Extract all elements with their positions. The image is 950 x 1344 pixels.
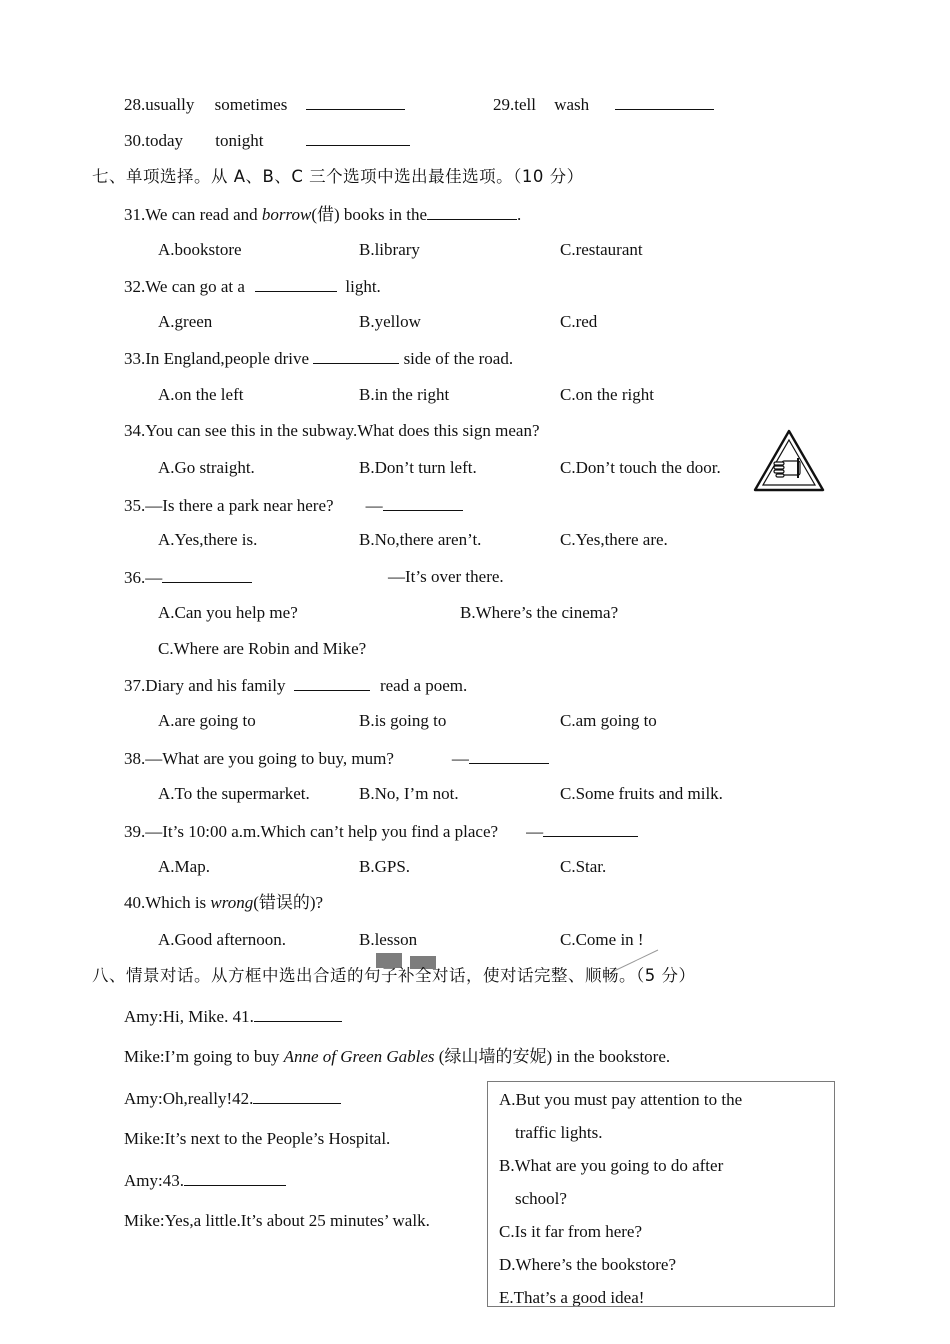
dialogue-line-5 — [124, 1169, 286, 1192]
dialogue-text: Amy:43. — [124, 1171, 184, 1190]
answer-blank[interactable] — [253, 1087, 341, 1104]
vocab-row-29 — [493, 93, 714, 116]
option-39-c[interactable]: C.Star. — [560, 857, 607, 876]
option-31-a[interactable]: A.bookstore — [158, 240, 242, 259]
answer-blank[interactable] — [294, 674, 370, 691]
option-34-a[interactable]: A.Go straight. — [158, 458, 255, 477]
question-31 — [124, 203, 521, 226]
question-text: 31.We can read and — [124, 205, 262, 224]
vocab-row-28 — [124, 93, 405, 116]
answer-blank[interactable] — [162, 566, 252, 583]
option-34-b[interactable]: B.Don’t turn left. — [359, 458, 477, 477]
box-option-e[interactable]: E.That’s a good idea! — [499, 1288, 645, 1307]
question-text: 32.We can go at a — [124, 277, 250, 296]
answer-blank[interactable] — [427, 203, 517, 220]
box-option-c[interactable]: C.Is it far from here? — [499, 1222, 643, 1241]
question-40 — [124, 892, 323, 914]
question-text: . — [517, 205, 522, 224]
option-33-b[interactable]: B.in the right — [359, 385, 450, 404]
question-text: 33.In England,people drive — [124, 349, 314, 368]
vocab-row-30 — [124, 129, 410, 152]
answer-blank[interactable] — [313, 347, 399, 364]
dialogue-text: (绿山墙的安妮) in the bookstore. — [434, 1047, 671, 1066]
no-touch-sign-icon — [752, 428, 826, 494]
answer-blank[interactable] — [615, 93, 714, 110]
vocab-word-2: wash — [554, 95, 590, 114]
italic-word: wrong — [210, 893, 254, 912]
option-32-a[interactable]: A.green — [158, 312, 213, 331]
question-text: 40.Which is — [124, 893, 211, 912]
vocab-number: 30. — [124, 131, 146, 150]
option-33-a[interactable]: A.on the left — [158, 385, 244, 404]
answer-blank[interactable] — [255, 275, 337, 292]
question-text: read a poem. — [375, 676, 468, 695]
option-36-a[interactable]: A.Can you help me? — [158, 603, 298, 622]
option-35-c[interactable]: C.Yes,there are. — [560, 530, 668, 549]
option-40-b[interactable]: B.lesson — [359, 930, 418, 949]
box-option-b[interactable]: B.What are you going to do after — [499, 1156, 724, 1175]
answer-blank[interactable] — [469, 747, 549, 764]
dialogue-text: Amy:Oh,really!42. — [124, 1089, 254, 1108]
box-option-d[interactable]: D.Where’s the bookstore? — [499, 1255, 677, 1274]
option-39-b[interactable]: B.GPS. — [359, 857, 411, 876]
question-text: side of the road. — [399, 349, 514, 368]
box-option-b-cont: school? — [515, 1189, 567, 1208]
question-text: 38.—What are you going to buy, mum? — [124, 749, 394, 768]
question-36-reply: —It’s over there. — [388, 567, 504, 586]
answer-blank[interactable] — [306, 93, 405, 110]
dialogue-line-4: Mike:It’s next to the People’s Hospital. — [124, 1129, 391, 1148]
vocab-word-1: tell — [514, 95, 536, 114]
dialogue-text: Amy:Hi, Mike. 41. — [124, 1007, 254, 1026]
vocab-word-2: sometimes — [214, 95, 288, 114]
vocab-number: 28. — [124, 95, 146, 114]
question-37 — [124, 674, 467, 697]
question-36 — [124, 566, 252, 589]
vocab-word-1: today — [145, 131, 184, 150]
question-text: (借) books in the — [311, 205, 428, 224]
option-37-a[interactable]: A.are going to — [158, 711, 256, 730]
option-40-c[interactable]: C.Come in ! — [560, 930, 644, 949]
dialogue-text: Mike:I’m going to buy — [124, 1047, 284, 1066]
section-8-heading: 八、情景对话。从方框中选出合适的句子补全对话，使对话完整、顺畅。（5 分） — [92, 966, 696, 985]
option-37-b[interactable]: B.is going to — [359, 711, 447, 730]
options-box — [487, 1081, 835, 1307]
option-34-c[interactable]: C.Don’t touch the door. — [560, 458, 721, 477]
question-33 — [124, 347, 513, 370]
question-text: light. — [341, 277, 381, 296]
section-7-heading: 七、单项选择。从 A、B、C 三个选项中选出最佳选项。（10 分） — [92, 167, 584, 186]
italic-word: borrow — [261, 205, 312, 224]
option-31-c[interactable]: C.restaurant — [560, 240, 643, 259]
option-38-c[interactable]: C.Some fruits and milk. — [560, 784, 723, 803]
question-34: 34.You can see this in the subway.What does this sign mean? — [124, 421, 540, 440]
dash: — — [365, 496, 383, 515]
option-35-a[interactable]: A.Yes,there is. — [158, 530, 258, 549]
dialogue-line-2 — [124, 1046, 670, 1068]
option-38-a[interactable]: A.To the supermarket. — [158, 784, 310, 803]
option-35-b[interactable]: B.No,there aren’t. — [359, 530, 482, 549]
option-33-c[interactable]: C.on the right — [560, 385, 654, 404]
question-39 — [124, 820, 638, 843]
answer-blank[interactable] — [383, 494, 463, 511]
question-text: 37.Diary and his family — [124, 676, 290, 695]
box-option-a-cont: traffic lights. — [515, 1123, 603, 1142]
question-38 — [124, 747, 549, 770]
option-32-b[interactable]: B.yellow — [359, 312, 421, 331]
question-text: 36.— — [124, 568, 163, 587]
dash: — — [451, 749, 469, 768]
question-35 — [124, 494, 463, 517]
vocab-word-1: usually — [145, 95, 195, 114]
question-text: 39.—It’s 10:00 a.m.Which can’t help you find a place? — [124, 822, 499, 841]
option-37-c[interactable]: C.am going to — [560, 711, 657, 730]
question-text: 35.—Is there a park near here? — [124, 496, 334, 515]
option-32-c[interactable]: C.red — [560, 312, 598, 331]
vocab-number: 29. — [493, 95, 515, 114]
dialogue-line-6: Mike:Yes,a little.It’s about 25 minutes’ walk. — [124, 1211, 430, 1230]
answer-blank[interactable] — [543, 820, 638, 837]
option-40-a[interactable]: A.Good afternoon. — [158, 930, 286, 949]
dialogue-line-1 — [124, 1005, 342, 1028]
answer-blank[interactable] — [254, 1005, 342, 1022]
question-text: (错误的)? — [253, 893, 324, 912]
option-38-b[interactable]: B.No, I’m not. — [359, 784, 459, 803]
option-31-b[interactable]: B.library — [359, 240, 420, 259]
dash: — — [526, 822, 544, 841]
question-32 — [124, 275, 381, 298]
answer-blank[interactable] — [306, 129, 410, 146]
option-39-a[interactable]: A.Map. — [158, 857, 210, 876]
answer-blank[interactable] — [184, 1169, 286, 1186]
book-title: Anne of Green Gables — [283, 1047, 435, 1066]
box-option-a[interactable]: A.But you must pay attention to the — [499, 1090, 743, 1109]
vocab-word-2: tonight — [215, 131, 264, 150]
option-36-c[interactable]: C.Where are Robin and Mike? — [158, 639, 367, 658]
option-36-b[interactable]: B.Where’s the cinema? — [460, 603, 619, 622]
dialogue-line-3 — [124, 1087, 341, 1110]
